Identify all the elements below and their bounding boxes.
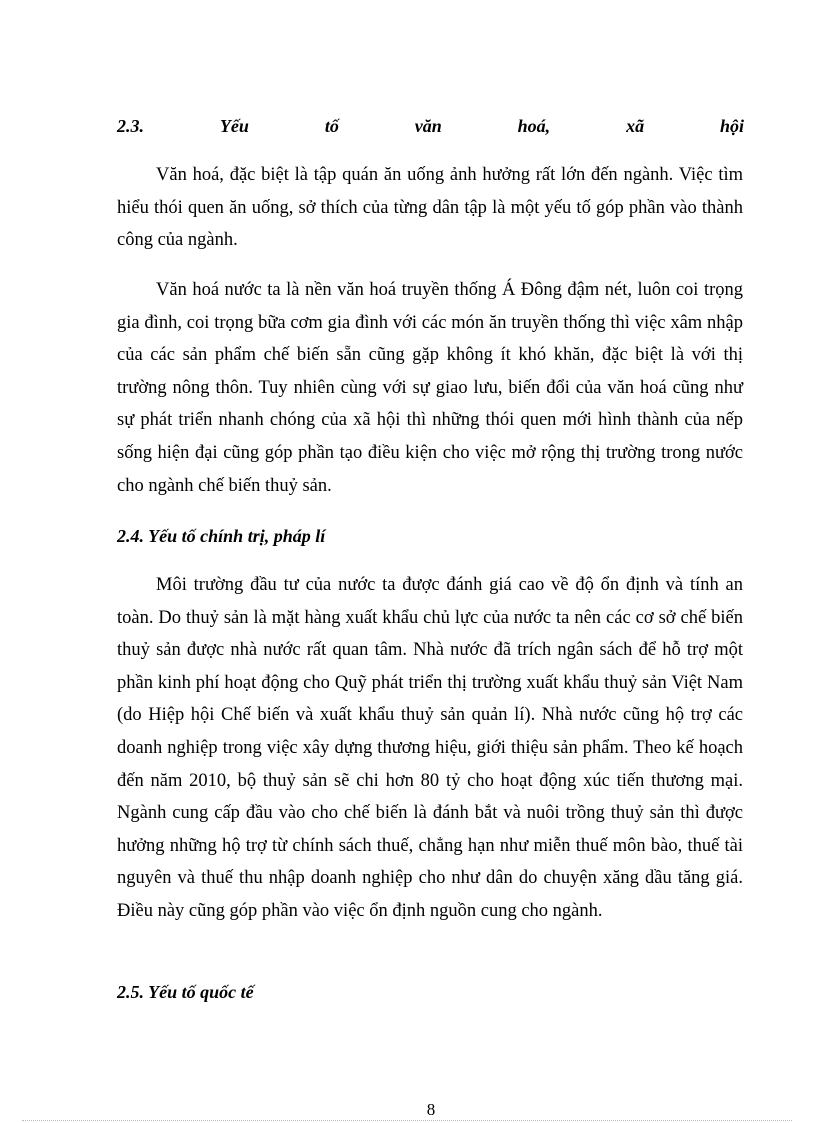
paragraph: Môi trường đầu tư của nước ta được đánh giá cao về độ ổn định và tính an toàn. Do thuỷ sản là mặt hàng xuất khẩu chủ lực của nước ta nên các cơ sở chế biến thuỷ sản được nhà nước rất quan tâm. Nhà nước đã trích ngân sách để hỗ trợ một phần kinh phí hoạt động cho Quỹ phát triển thị trường xuất khẩu thuỷ sản Việt Nam (do Hiệp hội Chế biến và xuất khẩu thuỷ sản quản lí). Nhà nước cũng hộ trợ các doanh nghiệp trong việc xây dựng thương hiệu, giới thiệu sản phẩm. Theo kế hoạch đến năm 2010, bộ thuỷ sản sẽ chi hơn 80 tỷ cho hoạt động xúc tiến thương mại. Ngành cung cấp đầu vào cho chế biến là đánh bắt và nuôi trồng thuỷ sản thì được hưởng những hộ trợ từ chính sách thuế, chẳng hạn như miễn thuế môn bào, thuế tài nguyên và thuế thu nhập doanh nghiệp cho như dân do chuyện xăng dầu tăng giá. Điều này cũng góp phần vào việc ổn định nguồn cung cho ngành. bbox=[117, 575, 743, 921]
section-heading-2-3 bbox=[117, 114, 744, 138]
heading-word: hoá, bbox=[517, 116, 551, 136]
page-number: 8 bbox=[426, 1100, 436, 1119]
section-heading-2-4: 2.4. Yếu tố chính trị, pháp lí bbox=[117, 526, 326, 546]
heading-word: văn bbox=[414, 116, 442, 136]
paragraph: Văn hoá nước ta là nền văn hoá truyền thống Á Đông đậm nét, luôn coi trọng gia đình, coi trọng bữa cơm gia đình với các món ăn truyền thống thì việc xâm nhập của các sản phẩm chế biến sẵn cũng gặp không ít khó khăn, đặc biệt là với thị trường nông thôn. Tuy nhiên cùng với sự giao lưu, biến đổi của văn hoá cũng như sự phát triển nhanh chóng của xã hội thì những thói quen mới hình thành của nếp sống hiện đại cũng góp phần tạo điều kiện cho việc mở rộng thị trường trong nước cho ngành chế biến thuỷ sản. bbox=[117, 280, 743, 496]
footer-divider bbox=[22, 1120, 792, 1121]
paragraph: Văn hoá, đặc biệt là tập quán ăn uống ảnh hưởng rất lớn đến ngành. Việc tìm hiểu thói quen ăn uống, sở thích của từng dân tập là một yếu tố góp phần vào thành công của ngành. bbox=[117, 165, 743, 251]
heading-word: tố bbox=[324, 116, 339, 136]
heading-word: hội bbox=[719, 116, 744, 136]
heading-word: 2.3. bbox=[117, 116, 144, 136]
section-heading-2-5: 2.5. Yếu tố quốc tế bbox=[117, 982, 254, 1002]
heading-word: Yếu bbox=[219, 116, 249, 136]
heading-word: xã bbox=[626, 116, 645, 136]
